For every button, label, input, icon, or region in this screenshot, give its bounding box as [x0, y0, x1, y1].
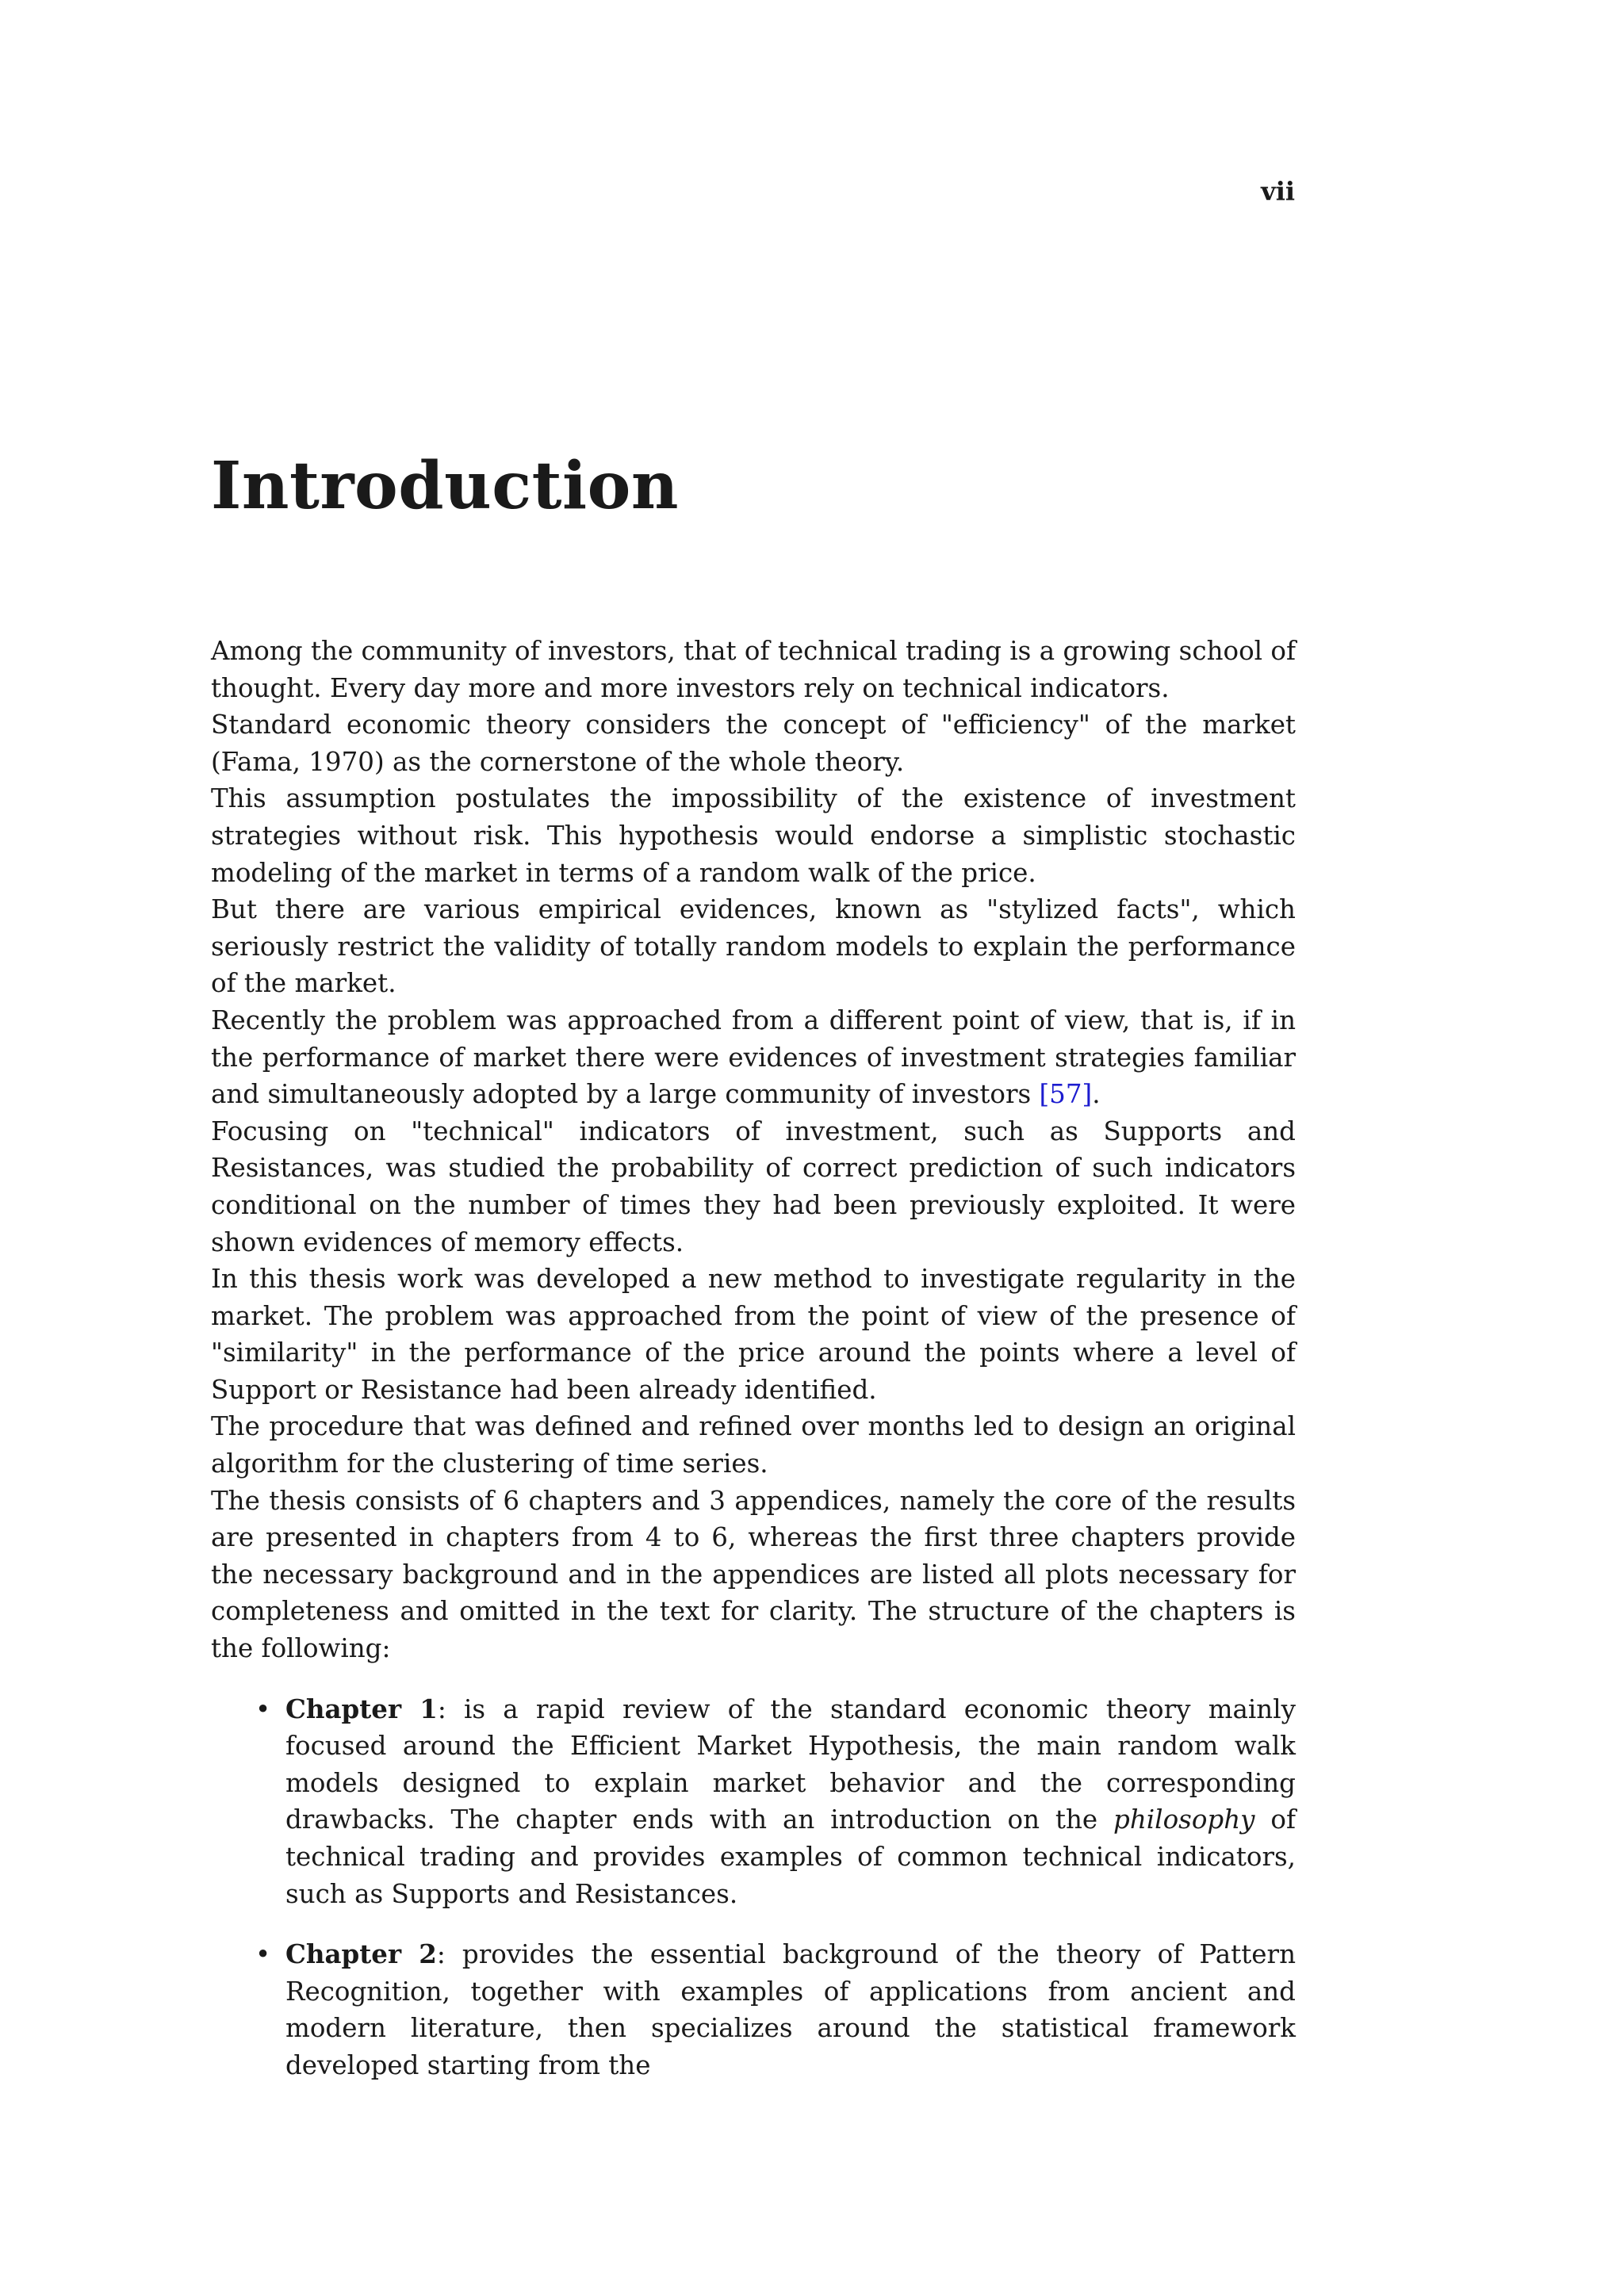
paragraph: But there are various empirical evidences, known as "stylized facts", which seriously restrict the validity of totally random models to explain the performance of the market. — [211, 894, 1296, 999]
paragraph: The thesis consists of 6 chapters and 3 appendices, namely the core of the results are presented in chapters from 4 to 6, whereas the first three chapters provide the necessary background and in the appendices are listed all plots necessary for completeness and omitted in the text for clarity. The structure of the chapters is the following: — [211, 1485, 1296, 1664]
paragraph-end: . — [1092, 1079, 1101, 1110]
paragraph: Focusing on "technical" indicators of investment, such as Supports and Resistances, was studied the probability of correct prediction of such indicators conditional on the number of times they had been previously exploited. It were shown evidences of memory effects. — [211, 1115, 1296, 1257]
chapter-name: Chapter 1 — [285, 1693, 438, 1724]
paragraph: Standard economic theory considers the concept of "efficiency" of the market (Fama, 1970) as the cornerstone of the whole theory. — [211, 710, 1296, 777]
page-number: vii — [1261, 176, 1295, 206]
emphasis-text: philosophy — [1113, 1804, 1255, 1835]
chapter-title: Introduction — [211, 448, 679, 524]
list-item-chapter-1 — [211, 1691, 1296, 1913]
bullet-icon: • — [255, 1939, 271, 1970]
paragraph-with-citation — [211, 1002, 1296, 1113]
list-item-chapter-2 — [211, 1936, 1296, 2084]
bullet-icon: • — [255, 1693, 271, 1724]
chapter-name: Chapter 2 — [285, 1938, 437, 1970]
paragraph: The procedure that was defined and refined over months led to design an original algorithm for the clustering of time series. — [211, 1411, 1296, 1479]
chapter-description: : is a rapid review of the standard economic theory mainly focused around the Efficient Market Hypothesis, the main random walk models designed to explain market behavior and the corresponding drawbacks. The chapter ends with an introduction on the — [285, 1693, 1296, 1835]
body-text — [211, 633, 1296, 2108]
chapter-list — [211, 1691, 1296, 2084]
citation-link[interactable]: [57] — [1039, 1079, 1093, 1110]
paragraph: In this thesis work was developed a new method to investigate regularity in the market. The problem was approached from the point of view of the presence of "similarity" in the performance of the price around the points where a level of Support or Resistance had been already identified. — [211, 1264, 1296, 1405]
chapter-description: : provides the essential background of the theory of Pattern Recognition, together with examples of applications from ancient and modern literature, then specializes around the statistical framework developed starting from the — [285, 1939, 1296, 2080]
paragraph: Among the community of investors, that of technical trading is a growing school of thought. Every day more and more investors rely on technical indicators. — [211, 636, 1296, 703]
paragraph: This assumption postulates the impossibility of the existence of investment strategies without risk. This hypothesis would endorse a simplistic stochastic modeling of the market in terms of a random walk of the price. — [211, 783, 1296, 888]
paragraph-text: Recently the problem was approached from a different point of view, that is, if in the performance of market there were evidences of investment strategies familiar and simultaneously adopted by a large community of investors — [211, 1004, 1296, 1110]
chapter-description-end: of technical trading and provides examples of common technical indicators, such as Supports and Resistances. — [285, 1804, 1296, 1909]
